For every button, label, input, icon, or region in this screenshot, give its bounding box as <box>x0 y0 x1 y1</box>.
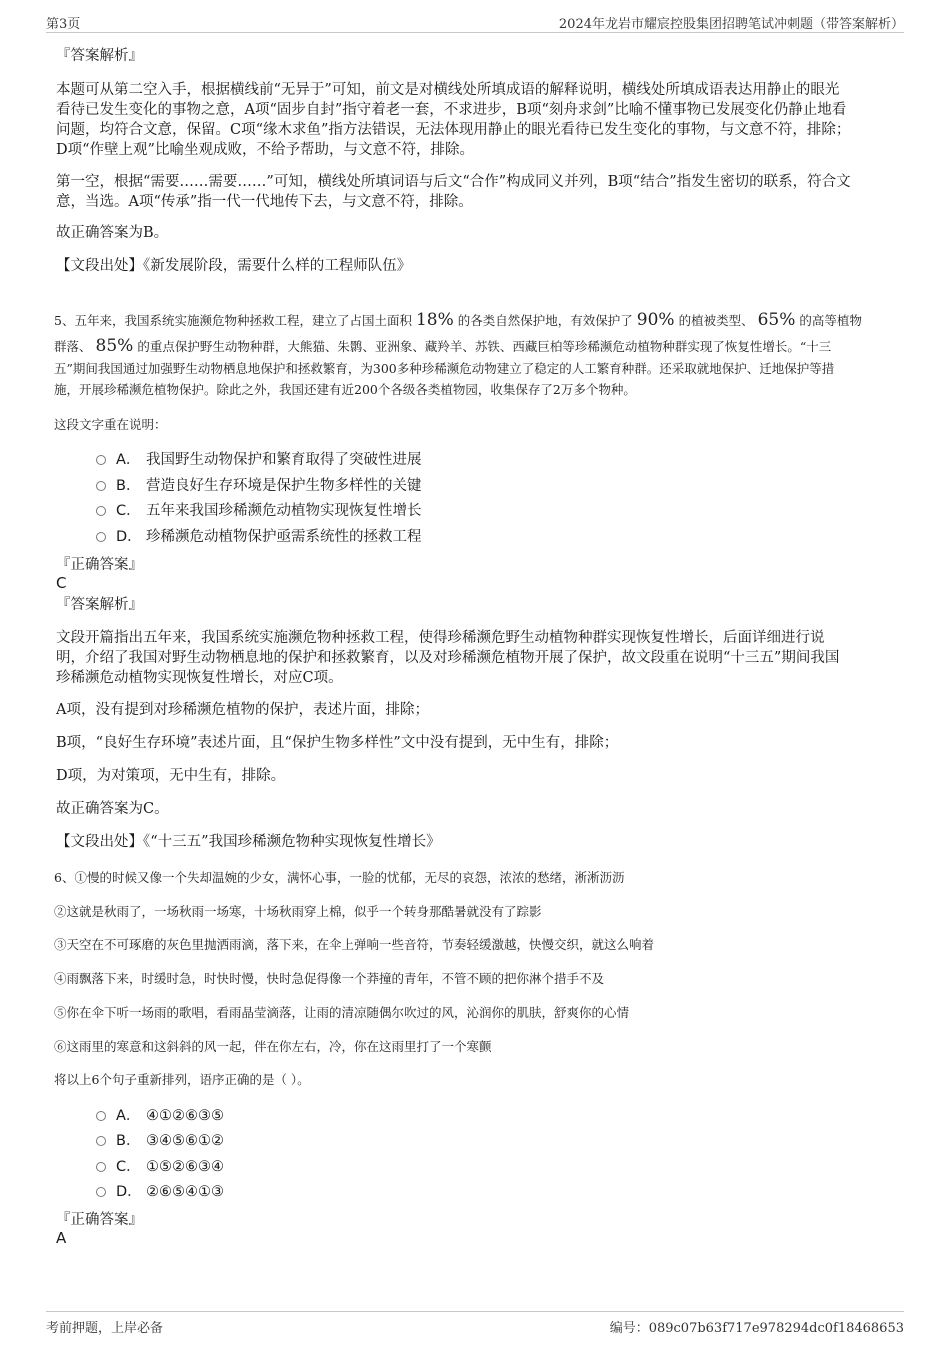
q5-stem <box>54 310 896 400</box>
option-text: ②⑥⑤④①③ <box>146 1184 224 1200</box>
document-title: 2024年龙岩市耀宸控股集团招聘笔试冲刺题（带答案解析） <box>558 17 904 32</box>
q5-source: 【文段出处】《“十三五”我国珍稀濒危物种实现恢复性增长》 <box>56 834 441 850</box>
option-text: 营造良好生存环境是保护生物多样性的关键 <box>146 478 422 494</box>
option-text: ④①②⑥③⑤ <box>146 1108 224 1124</box>
q5-analysis-b: B项，“良好生存环境”表述片面，且“保护生物多样性”文中没有提到，无中生有，排除； <box>56 735 619 751</box>
option-key: B． <box>116 478 141 494</box>
radio-icon[interactable] <box>96 506 106 516</box>
q5-conclusion: 故正确答案为C。 <box>56 801 169 817</box>
q5-stem-line: 施，开展珍稀濒危植物保护。除此之外，我国还建有近200个各级各类植物园，收集保存了2万多个物种。 <box>54 382 636 397</box>
q5-analysis-line: 明，介绍了我国对野生动物栖息地的保护和拯救繁育，以及对珍稀濒危植物开展了保护，故文段重在说明“十三五”期间我国 <box>56 650 840 666</box>
option-text: 我国野生动物保护和繁育取得了突破性进展 <box>146 452 422 468</box>
q5-analysis-a: A项，没有提到对珍稀濒危植物的保护，表述片面，排除； <box>56 702 429 718</box>
option-text: 珍稀濒危动植物保护亟需系统性的拯救工程 <box>146 529 422 545</box>
q5-text: 的各类自然保护地，有效保护了 <box>457 313 633 328</box>
q5-analysis-line: 珍稀濒危动植物实现恢复性增长，对应C项。 <box>56 670 343 686</box>
option-key: B． <box>116 1133 141 1149</box>
option-key: C． <box>116 503 141 519</box>
q5-text: 群落、 <box>54 339 92 354</box>
q5-option-c[interactable] <box>96 501 422 521</box>
q6-sentence: ④雨飘落下来，时缓时急，时快时慢，快时急促得像一个莽撞的青年，不管不顾的把你淋个措手不及 <box>54 971 605 986</box>
q5-option-d[interactable] <box>96 527 422 547</box>
q5-pct-18: 18% <box>415 310 454 330</box>
q5-pct-65: 65% <box>757 310 796 330</box>
footer-slogan: 考前押题，上岸必备 <box>46 1321 164 1336</box>
q4-source: 【文段出处】《新发展阶段，需要什么样的工程师队伍》 <box>56 258 412 274</box>
page-header <box>46 10 904 33</box>
q6-sentence: 6、①慢的时候又像一个失却温婉的少女，满怀心事，一脸的忧郁，无尽的哀怨，浓浓的愁绪，淅淅沥沥 <box>54 870 625 885</box>
radio-icon[interactable] <box>96 532 106 542</box>
q5-stem-line: 五”期间我国通过加强野生动物栖息地保护和拯救繁育，为300多种珍稀濒危动物建立了稳定的人工繁育种群。还采取就地保护、迁地保护等措 <box>54 361 835 376</box>
option-text: 五年来我国珍稀濒危动植物实现恢复性增长 <box>146 503 422 519</box>
option-key: A． <box>116 452 141 468</box>
q6-prompt: 将以上6个句子重新排列，语序正确的是（ ）。 <box>54 1072 310 1087</box>
q5-analysis-d: D项，为对策项，无中生有，排除。 <box>56 768 286 784</box>
document-id: 编号：089c07b63f717e978294dc0f18468653 <box>609 1321 904 1336</box>
q5-text: 5、五年来，我国系统实施濒危物种拯救工程，建立了占国土面积 <box>54 313 412 328</box>
q5-analysis-label: 『答案解析』 <box>56 597 143 613</box>
q5-option-b[interactable] <box>96 476 422 496</box>
option-key: D． <box>116 1184 142 1200</box>
radio-icon[interactable] <box>96 1136 106 1146</box>
q6-option-b[interactable] <box>96 1131 224 1151</box>
radio-icon[interactable] <box>96 1111 106 1121</box>
radio-icon[interactable] <box>96 455 106 465</box>
radio-icon[interactable] <box>96 1162 106 1172</box>
q5-prompt: 这段文字重在说明： <box>54 417 167 432</box>
q6-answer-label: 『正确答案』 <box>56 1212 143 1228</box>
q5-stem-line <box>54 310 896 336</box>
option-key: A． <box>116 1108 141 1124</box>
q4-analysis-line: 问题，均符合文意，保留。C项“缘木求鱼”指方法错误，无法体现用静止的眼光看待已发生变化的事物，与文意不符，排除； <box>56 122 851 138</box>
q6-option-a[interactable] <box>96 1106 224 1126</box>
q5-text: 的重点保护野生动物种群，大熊猫、朱鹮、亚洲象、藏羚羊、苏铁、西藏巨柏等珍稀濒危动植物种群实现了恢复性增长。“十三 <box>137 339 832 354</box>
q6-answer: A <box>56 1229 67 1247</box>
q4-analysis-line: 看待已发生变化的事物之意，A项“固步自封”指守着老一套，不求进步，B项“刻舟求剑”比喻不懂事物已发展变化仍静止地看 <box>56 102 847 118</box>
q4-analysis-label: 『答案解析』 <box>56 48 143 64</box>
q4-analysis-line: D项“作壁上观”比喻坐观成败，不给予帮助，与文意不符，排除。 <box>56 142 474 158</box>
option-text: ③④⑤⑥①② <box>146 1133 224 1149</box>
q5-text: 的植被类型、 <box>678 313 754 328</box>
q5-option-a[interactable] <box>96 450 422 470</box>
page-number: 第3页 <box>46 17 81 32</box>
radio-icon[interactable] <box>96 481 106 491</box>
q6-sentence: ③天空在不可琢磨的灰色里抛洒雨滴，落下来，在伞上弹响一些音符，节奏轻缓激越，快慢交织，就这么响着 <box>54 937 655 952</box>
q5-answer-label: 『正确答案』 <box>56 557 143 573</box>
q5-pct-85: 85% <box>95 336 134 356</box>
q4-analysis-line: 本题可从第二空入手，根据横线前“无异于”可知，前文是对横线处所填成语的解释说明，横线处所填成语表达用静止的眼光 <box>56 82 840 98</box>
q6-sentence: ②这就是秋雨了，一场秋雨一场寒，十场秋雨穿上棉，似乎一个转身那酷暑就没有了踪影 <box>54 904 542 919</box>
q4-analysis-line: 意，当选。A项“传承”指一代一代地传下去，与文意不符，排除。 <box>56 194 473 210</box>
q5-stem-line <box>54 336 896 358</box>
q5-analysis-line: 文段开篇指出五年来，我国系统实施濒危物种拯救工程，使得珍稀濒危野生动植物种群实现恢复性增长，后面详细进行说 <box>56 630 825 646</box>
q6-sentence: ⑥这雨里的寒意和这斜斜的风一起，伴在你左右，冷，你在这雨里打了一个寒颤 <box>54 1039 492 1054</box>
q6-option-d[interactable] <box>96 1182 224 1202</box>
option-key: C． <box>116 1159 141 1175</box>
radio-icon[interactable] <box>96 1187 106 1197</box>
option-key: D． <box>116 529 142 545</box>
q6-option-c[interactable] <box>96 1157 224 1177</box>
q6-sentence: ⑤你在伞下听一场雨的歌唱，看雨晶莹滴落，让雨的清凉随偶尔吹过的风，沁润你的肌肤，舒爽你的心情 <box>54 1005 630 1020</box>
q5-pct-90: 90% <box>636 310 675 330</box>
q5-text: 的高等植物 <box>799 313 862 328</box>
page-footer <box>46 1311 904 1338</box>
q5-answer: C <box>56 574 67 592</box>
q4-conclusion: 故正确答案为B。 <box>56 225 169 241</box>
q4-analysis-line: 第一空，根据“需要……需要……”可知，横线处所填词语与后文“合作”构成同义并列，B项“结合”指发生密切的联系，符合文 <box>56 174 851 190</box>
option-text: ①⑤②⑥③④ <box>146 1159 224 1175</box>
